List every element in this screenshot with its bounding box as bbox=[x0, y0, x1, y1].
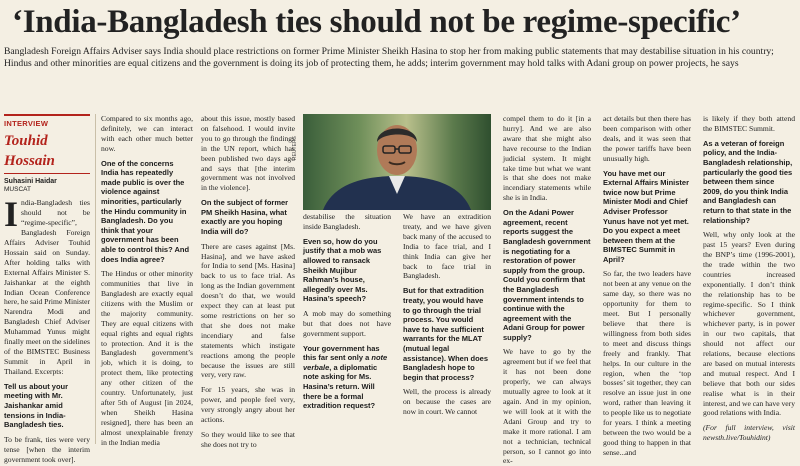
answer: The Hindus or other minority communities that live in Bangladesh are exactly equal citizens with the Muslim or the majority community. They are equal citizens with equal rights and equal rights to protection. And it is the Bangladesh government’s job, which it is doing, to protect them, like protecting any other citizen of the country. Unfortunately, just after 5th of August [in 2024, when Sheikh Hasina resigned], there has been an almost unexplainable frenzy in the Indian media bbox=[101, 269, 193, 447]
column-6 bbox=[503, 114, 591, 466]
column-5 bbox=[403, 212, 491, 446]
answer: A mob may do something but that does not have government support. bbox=[303, 308, 391, 338]
answer: We have to go by the agreement but if we feel that it has not been done properly, we can always mutually agree to look at it again. And in my opinion, we will look at it with the Adani Group and try to make it more rational. I am not a technician, technical person, so I cannot go into ex- bbox=[503, 347, 591, 466]
answer: Well, the process is already on because the cases are now in court. We cannot bbox=[403, 387, 491, 417]
column-separator bbox=[95, 114, 96, 444]
question: As a veteran of foreign policy, and the India-Bangladesh relationship, particularly the good ties between them since 2009, do you think India and Bangladesh can return to that state in the relationship? bbox=[703, 138, 793, 225]
answer: Well, why only look at the past 15 years? Even during the BNP’s time (1996-2001), the trade within the two countries increased exponentially. I don’t think the relationship has to be regime-specific. So I think whichever government, whichever party, is in power in our two capitals, that should not affect our relations, because elections are based on mutual interests and mutual respect. And I believe that both our sides realise what is in their interest, and we can have very good relations with India. bbox=[703, 230, 795, 418]
answer: For 15 years, she was in power, and people feel very, very strongly angry about her actions. bbox=[201, 385, 295, 425]
byline-place: MUSCAT bbox=[4, 186, 31, 194]
question: One of the concerns India has repeatedly made public is over the violence against minorities, particularly the Hindu community in Bangladesh. Do you think that your government has been able to control this? And does India agree? bbox=[101, 158, 190, 264]
column-4 bbox=[303, 212, 391, 446]
answer: So far, the two leaders have not been at any venue on the same day, so there was no opportunity for them to meet. But I personally believe that there is willingness from both sides to meet and discuss things freely and frankly. That helps. In our culture in the region, when the ‘top bosses’ sit together, they can resolve an issue just in one word, rather than leaving it to people like us to negotiate for years. I think a meeting between the two would be a good thing to happen in that sense...and bbox=[603, 269, 691, 457]
answer: We have an extradition treaty, and we have given back many of the accused to India to face trial, and I think India can give her back to face trial in Bangladesh. bbox=[403, 212, 491, 281]
question: On the subject of former PM Sheikh Hasina, what exactly are you hoping India will do? bbox=[201, 198, 289, 237]
question: But for that extradition treaty, you would have to go through the trial process. You would have to have sufficient warrants for the MLAT (mutual legal assistance). When does Bangladesh hope to begin that process? bbox=[403, 286, 489, 382]
answer: To be frank, ties were very tense [when the interim government took over]. bbox=[4, 434, 90, 464]
column-2 bbox=[101, 114, 193, 446]
interviewee-name: Touhid Hossain bbox=[4, 132, 55, 169]
answer: about this issue, mostly based on falsehood. I would invite you to go through the findings in the UN report, which has been published two days ago and says that [the interim government was not involved in the violence]. bbox=[201, 114, 295, 193]
interview-tag: INTERVIEW bbox=[4, 114, 90, 129]
interviewee-photo bbox=[303, 114, 491, 210]
question: On the Adani Power agreement, recent reports suggest the Bangladesh government is negotiating for a restoration of power supply from the group. Could you confirm that the Bangladesh government intends to continue with the agreement with the Adani Group for power supply? bbox=[503, 208, 591, 342]
answer: So they would like to see that she does not try to bbox=[201, 429, 295, 449]
intro-paragraph: India-Bangladesh ties should not be “regime-specific”, Bangladesh Foreign Affairs Adviser Touhid Hossain said on Sunday. After holding talks with External Affairs Minister S. Jaishankar at the eighth Indian Ocean Conference here, he said Prime Minister Narendra Modi and Bangladesh Chief Adviser Muhammad Yunus might finally meet on the sidelines of the BIMSTEC Business Summit in April in Thailand. Excerpts: bbox=[4, 194, 90, 376]
headline: ‘India-Bangladesh ties should not be regime-specific’ bbox=[12, 4, 741, 40]
drop-cap: I bbox=[4, 194, 19, 235]
divider bbox=[4, 173, 90, 174]
question: You have met our External Affairs Minister twice now but Prime Minister Modi and Chief Adviser Professor Yunus have not yet met. Do you expect a meet between them at the BIMSTEC Summit in April? bbox=[603, 168, 689, 264]
question: Even so, how do you justify that a mob was allowed to ransack Sheikh Mujibur Rahman’s house, allegedly over Ms. Hasina’s speech? bbox=[303, 236, 382, 304]
byline-name: Suhasini Haidar bbox=[4, 177, 57, 185]
footer-link[interactable]: (For full interview, visit newsth.live/Touhidint) bbox=[703, 423, 795, 443]
answer: is likely if they both attend the BIMSTEC Summit. bbox=[703, 114, 795, 133]
question: Your government has this far sent only a note verbale, a diplomatic note asking for Ms. Hasina’s return. Will there be a formal extradition request? bbox=[303, 343, 388, 411]
portrait-illustration bbox=[303, 114, 491, 210]
answer: compel them to do it [in a hurry]. And we are also aware that she might also have recourse to the Indian judicial system. It might take time but what we want is that she does not make incendiary statements while she is in India. bbox=[503, 114, 591, 203]
answer: Compared to six months ago, definitely, we can interact with each other much better now. bbox=[101, 114, 193, 153]
column-8 bbox=[703, 114, 795, 446]
column-3 bbox=[201, 114, 295, 449]
answer: act details but then there has been comparison with other deals, and it was seen that the power tariffs have been unusually high. bbox=[603, 114, 691, 163]
column-1 bbox=[4, 114, 90, 464]
answer: destabilise the situation inside Bangladesh. bbox=[303, 212, 391, 231]
standfirst: Bangladesh Foreign Affairs Adviser says India should place restrictions on former Prime Minister Sheikh Hasina to stop her from making public statements that may destabilise situation in his country; Hindus and other minorities are equal citizens and the government is doing its job of protecting them, he adds; interim government may hold talks with Adani group on power projects, he says bbox=[4, 46, 774, 69]
photo-credit: REUTERS bbox=[292, 136, 298, 160]
answer: There are cases against [Ms. Hasina], and we have asked for India to send [Ms. Hasina] back to us to face trial. As long as the Indian government doesn’t do that, we would expect they can at least put some restrictions on her so that she does not make incendiary and false statements which instigate reactions among the people because the issues are still very, very raw. bbox=[201, 241, 295, 380]
column-7 bbox=[603, 114, 691, 457]
question: Tell us about your meeting with Mr. Jaishankar amid tensions in India-Bangladesh ties. bbox=[4, 381, 69, 430]
